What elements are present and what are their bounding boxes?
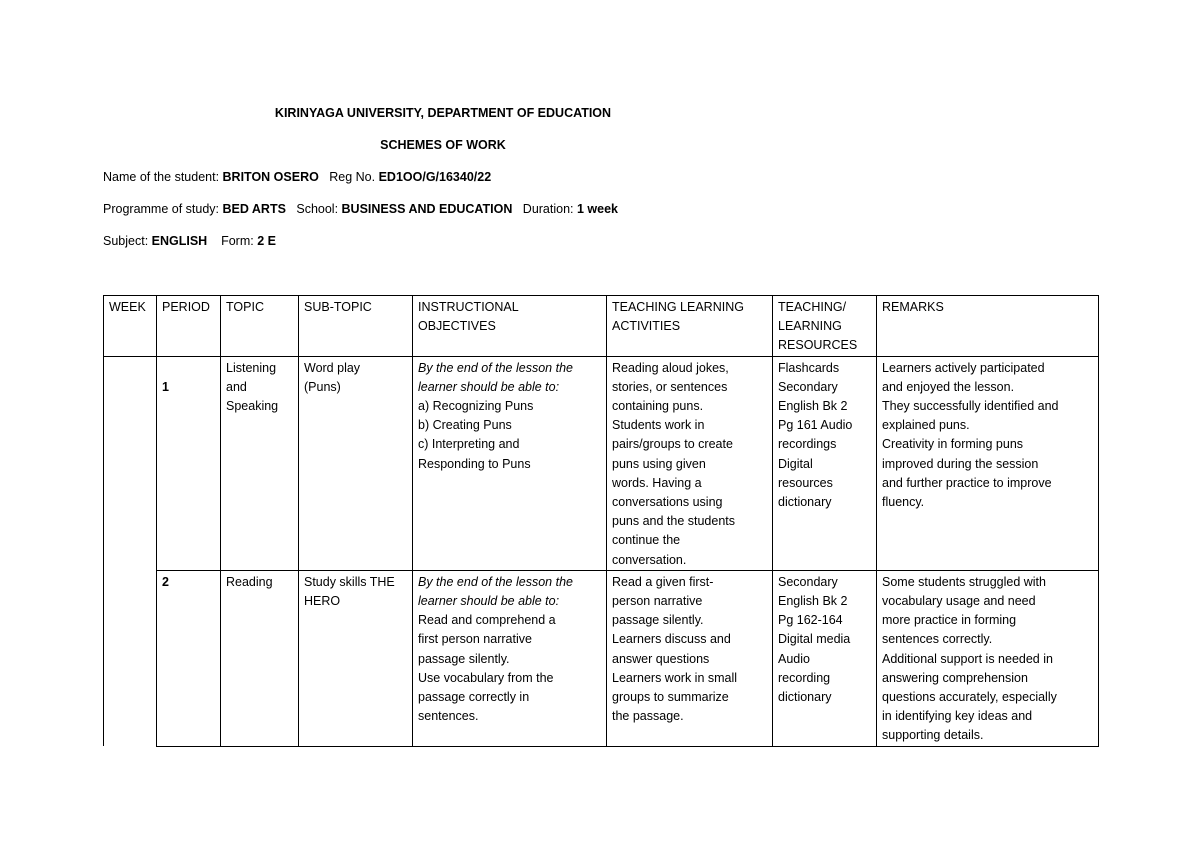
cell-line: puns using given: [612, 456, 706, 471]
cell-line: Use vocabulary from the: [418, 670, 554, 685]
cell-line: REMARKS: [882, 300, 944, 314]
header-remarks: [877, 296, 1099, 357]
form-value: 2 E: [257, 234, 276, 248]
programme-value: BED ARTS: [222, 202, 286, 216]
cell-line: WEEK: [109, 300, 146, 314]
cell-line: SUB-TOPIC: [304, 300, 372, 314]
period-number: 2: [162, 574, 169, 589]
student-info-line: [103, 170, 491, 184]
cell-line: dictionary: [778, 690, 832, 705]
cell-line: learner should be able to:: [418, 379, 560, 394]
cell-line: Speaking: [226, 399, 279, 414]
scheme-of-work-table: [103, 295, 1099, 747]
cell-line: passage silently.: [418, 651, 510, 666]
cell-line: Digital: [778, 456, 813, 471]
student-name: BRITON OSERO: [222, 170, 319, 184]
cell-line: answering comprehension: [882, 670, 1028, 685]
cell-line: supporting details.: [882, 728, 984, 743]
cell-line: passage silently.: [612, 613, 704, 628]
resources-cell: [773, 570, 877, 746]
cell-line: Learners actively participated: [882, 360, 1045, 375]
cell-line: puns and the students: [612, 514, 736, 529]
cell-line: and further practice to improve: [882, 475, 1052, 490]
name-label: Name of the student:: [103, 170, 223, 184]
cell-line: INSTRUCTIONAL: [418, 300, 519, 314]
cell-line: Listening: [226, 360, 277, 375]
reg-label: Reg No.: [318, 170, 379, 184]
cell-line: Read a given first-: [612, 574, 714, 589]
remarks-cell: [877, 356, 1099, 570]
university-heading: KIRINYAGA UNIVERSITY, DEPARTMENT OF EDUCATION: [274, 106, 612, 120]
period-cell: [157, 356, 221, 570]
header-teaching-learning-resources: [773, 296, 877, 357]
form-label: Form:: [207, 234, 258, 248]
cell-line: conversation.: [612, 552, 687, 567]
period-number: 1: [162, 379, 169, 394]
cell-line: first person narrative: [418, 632, 532, 647]
cell-line: more practice in forming: [882, 613, 1017, 628]
cell-line: By the end of the lesson the: [418, 574, 573, 589]
objectives-cell: [413, 356, 607, 570]
cell-line: the passage.: [612, 709, 684, 724]
cell-line: improved during the session: [882, 456, 1039, 471]
cell-line: c) Interpreting and: [418, 437, 520, 452]
topic-cell: [221, 570, 299, 746]
cell-line: b) Creating Puns: [418, 418, 512, 433]
header-week: [104, 296, 157, 357]
cell-line: English Bk 2: [778, 594, 848, 609]
cell-line: containing puns.: [612, 399, 704, 414]
cell-line: questions accurately, especially: [882, 690, 1057, 705]
cell-line: Audio: [778, 651, 810, 666]
cell-line: pairs/groups to create: [612, 437, 733, 452]
header-topic: [221, 296, 299, 357]
week-cell: [104, 570, 157, 746]
cell-line: English Bk 2: [778, 399, 848, 414]
cell-line: By the end of the lesson the: [418, 360, 573, 375]
cell-line: recording: [778, 670, 831, 685]
cell-line: HERO: [304, 594, 341, 609]
subject-value: ENGLISH: [151, 234, 208, 248]
school-label: School:: [285, 202, 342, 216]
cell-line: vocabulary usage and need: [882, 594, 1036, 609]
cell-line: answer questions: [612, 651, 710, 666]
cell-line: Secondary: [778, 379, 838, 394]
cell-line: sentences correctly.: [882, 632, 993, 647]
document-title: SCHEMES OF WORK: [380, 138, 506, 152]
cell-line: and enjoyed the lesson.: [882, 379, 1015, 394]
table-row: [104, 356, 1099, 570]
cell-line: Learners work in small: [612, 670, 738, 685]
cell-line: TEACHING/: [778, 300, 847, 314]
topic-cell: [221, 356, 299, 570]
cell-line: words. Having a: [612, 475, 702, 490]
cell-line: in identifying key ideas and: [882, 709, 1033, 724]
cell-line: recordings: [778, 437, 837, 452]
cell-line: Students work in: [612, 418, 705, 433]
cell-line: Pg 162-164: [778, 613, 843, 628]
cell-line: Some students struggled with: [882, 574, 1046, 589]
cell-line: passage correctly in: [418, 690, 530, 705]
cell-line: OBJECTIVES: [418, 319, 496, 334]
activities-cell: [607, 356, 773, 570]
cell-line: (Puns): [304, 379, 341, 394]
remarks-cell: [877, 570, 1099, 746]
duration-value: 1 week: [577, 202, 619, 216]
cell-line: groups to summarize: [612, 690, 729, 705]
activities-cell: [607, 570, 773, 746]
resources-cell: [773, 356, 877, 570]
header-instructional-objectives: [413, 296, 607, 357]
cell-line: PERIOD: [162, 300, 210, 314]
cell-line: conversations using: [612, 495, 723, 510]
programme-info-line: [103, 202, 618, 216]
cell-line: Responding to Puns: [418, 456, 531, 471]
subject-info-line: [103, 234, 276, 248]
cell-line: Additional support is needed in: [882, 651, 1053, 666]
cell-line: explained puns.: [882, 418, 970, 433]
cell-line: sentences.: [418, 709, 479, 724]
cell-line: learner should be able to:: [418, 594, 560, 609]
duration-label: Duration:: [512, 202, 577, 216]
cell-line: ACTIVITIES: [612, 319, 681, 334]
cell-line: person narrative: [612, 594, 703, 609]
header-teaching-learning-activities: [607, 296, 773, 357]
cell-line: a) Recognizing Puns: [418, 399, 534, 414]
cell-line: stories, or sentences: [612, 379, 728, 394]
programme-label: Programme of study:: [103, 202, 223, 216]
period-cell: [157, 570, 221, 746]
subtopic-cell: [299, 570, 413, 746]
week-cell: [104, 356, 157, 570]
table-row: [104, 570, 1099, 746]
cell-line: Creativity in forming puns: [882, 437, 1024, 452]
cell-line: Word play: [304, 360, 361, 375]
reg-number: ED1OO/G/16340/22: [378, 170, 492, 184]
cell-line: dictionary: [778, 495, 832, 510]
cell-line: continue the: [612, 533, 681, 548]
cell-line: Secondary: [778, 574, 838, 589]
cell-line: fluency.: [882, 495, 925, 510]
cell-line: Pg 161 Audio: [778, 418, 853, 433]
cell-line: and: [226, 379, 247, 394]
header-period: [157, 296, 221, 357]
cell-line: Study skills THE: [304, 574, 395, 589]
cell-line: LEARNING: [778, 319, 842, 334]
header-sub-topic: [299, 296, 413, 357]
cell-line: TEACHING LEARNING: [612, 300, 744, 314]
cell-line: Reading: [226, 574, 273, 589]
cell-line: Reading aloud jokes,: [612, 360, 729, 375]
header-row: [104, 296, 1099, 357]
cell-line: resources: [778, 475, 833, 490]
cell-line: Digital media: [778, 632, 851, 647]
objectives-cell: [413, 570, 607, 746]
cell-line: Flashcards: [778, 360, 840, 375]
cell-line: Read and comprehend a: [418, 613, 556, 628]
cell-line: TOPIC: [226, 300, 264, 314]
cell-line: Learners discuss and: [612, 632, 731, 647]
cell-line: They successfully identified and: [882, 399, 1059, 414]
school-value: BUSINESS AND EDUCATION: [341, 202, 513, 216]
subject-label: Subject:: [103, 234, 152, 248]
subtopic-cell: [299, 356, 413, 570]
cell-line: RESOURCES: [778, 338, 858, 353]
